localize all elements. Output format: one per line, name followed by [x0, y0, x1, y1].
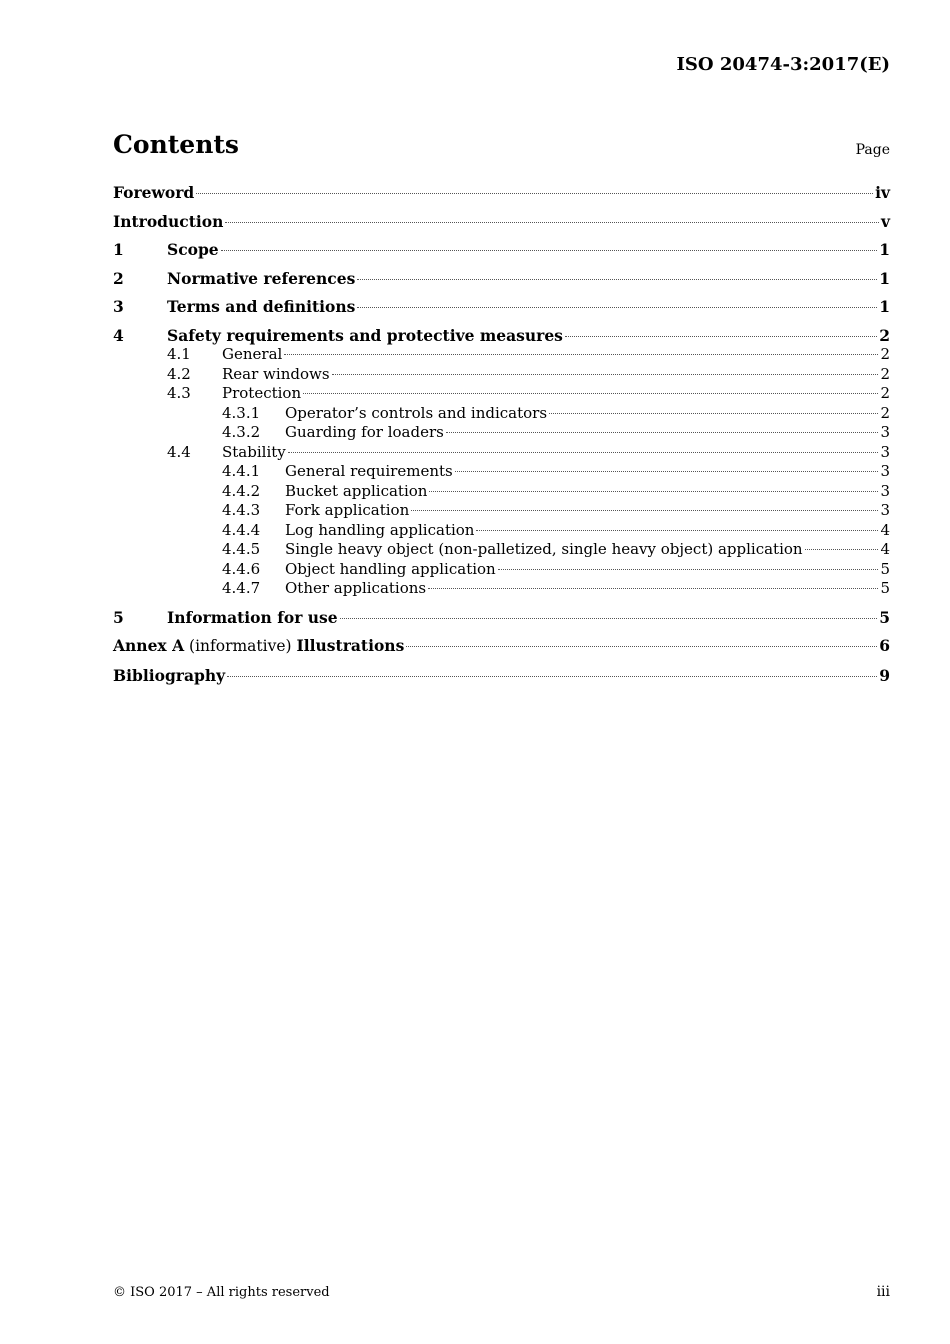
- dot-leader: [476, 530, 878, 531]
- toc-entry-title: Rear windows: [222, 364, 330, 383]
- dot-leader: [498, 569, 879, 570]
- toc-entry-page: 3: [880, 481, 890, 500]
- toc-entry-page: 4: [880, 540, 890, 558]
- toc-entry-title: Operator’s controls and indicators: [285, 403, 548, 422]
- toc-entry-title: Safety requirements and protective measures: [167, 325, 563, 345]
- toc-entry-title: Bucket application: [285, 481, 428, 500]
- toc-entry-title: Stability: [222, 442, 286, 461]
- toc-entry-normative-references[interactable]: [113, 269, 890, 289]
- toc-entry-other-applications[interactable]: [113, 579, 890, 599]
- toc-entry-page: 4: [880, 520, 890, 539]
- page-column-label: Page: [855, 142, 890, 158]
- dot-leader: [429, 491, 878, 492]
- dot-leader: [805, 549, 879, 550]
- toc-entry-number: 4.3.2: [222, 423, 261, 441]
- toc-entry-foreword[interactable]: [113, 183, 890, 203]
- toc-entry-title: [113, 636, 404, 657]
- page-number: iii: [876, 1284, 890, 1300]
- toc-entry-scope[interactable]: [113, 240, 890, 260]
- toc-entry-single-heavy-object-application[interactable]: [113, 540, 890, 560]
- toc-entry-number: 3: [113, 297, 124, 316]
- toc-entry-number: 5: [113, 607, 124, 627]
- dot-leader: [303, 393, 878, 394]
- toc-entry-title: Other applications: [285, 579, 427, 597]
- toc-entry-title: Single heavy object (non-palletized, single heavy object) application: [285, 540, 803, 558]
- toc-entry-title: Guarding for loaders: [285, 423, 444, 441]
- toc-entry-number: 4.4.6: [222, 559, 261, 578]
- toc-entry-page: v: [880, 211, 890, 231]
- toc-entry-page: 9: [879, 665, 890, 685]
- toc-entry-page: 2: [880, 345, 890, 363]
- toc-entry-introduction[interactable]: [113, 212, 890, 232]
- toc-entry-safety-requirements[interactable]: [113, 326, 890, 346]
- dot-leader: [340, 618, 878, 619]
- toc-entry-title: Foreword: [113, 183, 195, 202]
- contents-title: Contents: [113, 130, 240, 159]
- toc-entry-title: Log handling application: [285, 520, 475, 539]
- toc-entry-title: Information for use: [167, 607, 338, 627]
- toc-entry-page: iv: [875, 183, 890, 202]
- dot-leader: [428, 588, 878, 589]
- toc-entry-fork-application[interactable]: [113, 501, 890, 521]
- toc-entry-page: 2: [880, 384, 890, 402]
- toc-entry-annex-a[interactable]: [113, 636, 890, 657]
- table-of-contents: [113, 183, 890, 685]
- annex-title: Illustrations: [296, 636, 405, 655]
- toc-entry-number: 2: [113, 268, 124, 288]
- toc-entry-object-handling-application[interactable]: [113, 560, 890, 580]
- toc-entry-page: 2: [880, 403, 890, 422]
- toc-entry-page: 5: [879, 607, 890, 627]
- toc-entry-page: 1: [879, 297, 890, 316]
- dot-leader: [357, 279, 877, 280]
- toc-entry-title: General: [222, 345, 283, 363]
- toc-entry-number: 4.4.3: [222, 501, 261, 519]
- toc-entry-title: Fork application: [285, 501, 410, 519]
- dot-leader: [196, 193, 873, 194]
- toc-entry-number: 4.4: [167, 442, 191, 461]
- toc-entry-information-for-use[interactable]: [113, 608, 890, 628]
- toc-entry-title: Introduction: [113, 211, 224, 231]
- annex-label: Annex A: [113, 636, 185, 655]
- toc-entry-page: 1: [879, 240, 890, 259]
- dot-leader: [221, 250, 878, 251]
- toc-entry-page: 2: [880, 364, 890, 383]
- toc-entry-log-handling-application[interactable]: [113, 521, 890, 541]
- toc-entry-rear-windows[interactable]: [113, 365, 890, 385]
- dot-leader: [446, 432, 879, 433]
- dot-leader: [332, 374, 879, 375]
- toc-entry-operators-controls[interactable]: [113, 404, 890, 424]
- toc-entry-bibliography[interactable]: [113, 666, 890, 686]
- toc-entry-page: 6: [879, 636, 890, 655]
- toc-entry-number: 4.4.2: [222, 481, 261, 500]
- dot-leader: [225, 222, 879, 223]
- toc-entry-number: 4.1: [167, 345, 191, 363]
- toc-entry-number: 4: [113, 325, 124, 345]
- dot-leader: [227, 676, 877, 677]
- toc-entry-page: 5: [880, 579, 890, 597]
- dot-leader: [455, 471, 879, 472]
- toc-entry-general-requirements[interactable]: [113, 462, 890, 482]
- toc-entry-protection[interactable]: [113, 384, 890, 404]
- toc-entry-title: Scope: [167, 240, 219, 259]
- toc-entry-page: 3: [880, 442, 890, 461]
- toc-entry-number: 1: [113, 240, 124, 259]
- toc-entry-number: 4.2: [167, 364, 191, 383]
- toc-entry-bucket-application[interactable]: [113, 482, 890, 502]
- copyright-notice: © ISO 2017 – All rights reserved: [113, 1285, 330, 1300]
- dot-leader: [288, 452, 879, 453]
- toc-entry-number: 4.4.7: [222, 579, 261, 597]
- toc-entry-terms-and-definitions[interactable]: [113, 297, 890, 317]
- toc-entry-page: 2: [879, 325, 890, 345]
- toc-entry-number: 4.4.4: [222, 520, 261, 539]
- toc-entry-number: 4.3: [167, 384, 191, 402]
- toc-entry-title: Bibliography: [113, 665, 226, 685]
- dot-leader: [549, 413, 878, 414]
- document-id: ISO 20474-3:2017(E): [676, 54, 890, 75]
- toc-entry-general[interactable]: [113, 345, 890, 365]
- toc-entry-stability[interactable]: [113, 443, 890, 463]
- toc-entry-title: Normative references: [167, 268, 356, 288]
- toc-entry-title: Protection: [222, 384, 302, 402]
- toc-entry-page: 5: [880, 559, 890, 578]
- dot-leader: [565, 336, 877, 337]
- toc-entry-number: 4.3.1: [222, 403, 261, 422]
- dot-leader: [284, 354, 878, 355]
- toc-entry-title: General requirements: [285, 462, 453, 480]
- toc-entry-guarding-for-loaders[interactable]: [113, 423, 890, 443]
- dot-leader: [411, 510, 878, 511]
- toc-entry-page: 3: [880, 462, 890, 480]
- toc-entry-page: 1: [879, 268, 890, 288]
- annex-type: (informative): [184, 637, 297, 655]
- toc-entry-page: 3: [880, 501, 890, 519]
- dot-leader: [406, 646, 877, 647]
- toc-entry-number: 4.4.5: [222, 540, 261, 558]
- toc-entry-page: 3: [880, 423, 890, 441]
- dot-leader: [357, 307, 877, 308]
- toc-entry-title: Object handling application: [285, 559, 496, 578]
- toc-entry-number: 4.4.1: [222, 462, 261, 480]
- toc-entry-title: Terms and definitions: [167, 297, 356, 316]
